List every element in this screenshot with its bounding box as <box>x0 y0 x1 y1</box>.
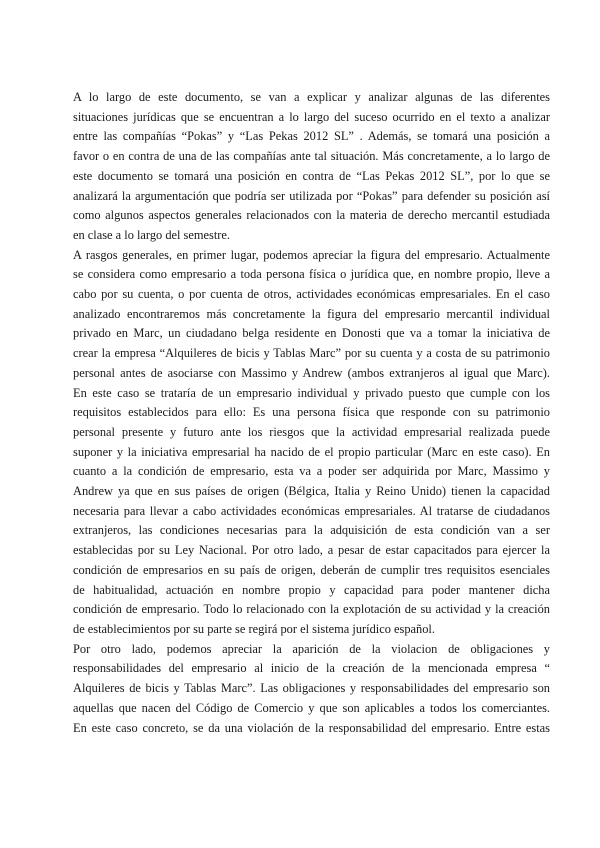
text-line: personal presente y futuro ante los riesgos que la actividad empresarial realizada puede <box>73 424 550 439</box>
text-line: A rasgos generales, en primer lugar, podemos apreciar la figura del empresario. Actualmente <box>73 247 550 262</box>
paragraph-obligaciones <box>73 640 550 739</box>
text-line: situaciones jurídicas que se encuentran a lo largo del suceso ocurrido en el texto a analizar <box>73 109 550 124</box>
paragraph-empresario <box>73 246 550 640</box>
text-line: se considera como empresario a toda persona física o jurídica que, en nombre propio, lleve a <box>73 267 550 282</box>
text-line: responsabilidades del empresario al inicio de la creación de la mencionada empresa “ <box>73 661 550 676</box>
text-line: suponer y la iniciativa empresarial ha nacido de el propio particular (Marc en este caso). En <box>73 444 550 459</box>
text-line: A lo largo de este documento, se van a explicar y analizar algunas de las diferentes <box>73 90 550 104</box>
text-line: Por otro lado, podemos apreciar la aparición de la violacion de obligaciones y <box>73 641 550 656</box>
text-line: analizará la argumentación que podría ser utilizada por “Pokas” para defender su posición así <box>73 188 550 203</box>
text-line: personal antes de asociarse con Massimo y Andrew (ambos extranjeros al igual que Marc). <box>73 365 550 380</box>
text-line: condición de empresarios en su país de origen, deberán de cumplir tres requisitos esenciales <box>73 562 550 577</box>
text-line: En este caso concreto, se da una violación de la responsabilidad del empresario. Entre estas <box>73 720 550 735</box>
text-line: extranjeros, las condiciones necesarias para la adquisición de esta condición van a ser <box>73 523 550 538</box>
text-line: entre las compañías “Pokas” y “Las Pekas 2012 SL” . Además, se tomará una posición a <box>73 129 550 144</box>
text-line: crear la empresa “Alquileres de bicis y Tablas Marc” por su cuenta y a costa de su patrimonio <box>73 346 550 361</box>
text-line: en clase a lo largo del semestre. <box>73 227 231 242</box>
text-line: requisitos establecidos para ello: Es una persona física que responde con su patrimonio <box>73 405 550 420</box>
text-line: este documento se tomará una posición en contra de “Las Pekas 2012 SL”, por lo que se <box>73 168 550 183</box>
text-line: Andrew ya que en sus países de origen (Bélgica, Italia y Reino Unido) tienen la capacidad <box>73 484 550 499</box>
text-line: En este caso se trataría de un empresario individual y privado puesto que cumple con los <box>73 385 550 400</box>
text-line: favor o en contra de una de las compañías ante tal situación. Más concretamente, a lo largo de <box>73 149 550 164</box>
text-line: necesaria para llevar a cabo actividades económicas empresariales. Al tratarse de ciudadanos <box>73 503 550 518</box>
text-line: establecidas por su Ley Nacional. Por otro lado, a pesar de estar capacitados para ejercer la <box>73 543 550 558</box>
text-line: de habitualidad, actuación en nombre propio y capacidad para poder mantener dicha <box>73 582 550 597</box>
text-line: analizado encontraremos más concretamente la figura del empresario mercantil individual <box>73 306 550 321</box>
text-line: privado en Marc, un ciudadano belga residente en Donosti que va a tomar la iniciativa de <box>73 326 550 341</box>
text-line: como algunos aspectos generales relacionados con la materia de derecho mercantil estudiada <box>73 208 550 223</box>
text-line: cuanto a la condición de empresario, esta va a poder ser adquirida por Marc, Massimo y <box>73 464 550 479</box>
paragraph-introduction <box>73 88 550 246</box>
text-line: condición de empresario. Todo lo relacionado con la explotación de su actividad y la creación <box>73 602 550 617</box>
text-line: aquellas que nacen del Código de Comercio y que son aplicables a todos los comerciantes. <box>73 700 550 715</box>
text-line: Alquileres de bicis y Tablas Marc”. Las obligaciones y responsabilidades del empresario son <box>73 681 550 696</box>
text-line: de establecimientos por su parte se regirá por el sistema jurídico español. <box>73 621 435 636</box>
text-line: cabo por su cuenta, o por cuenta de otros, actividades económicas empresariales. En el caso <box>73 287 550 302</box>
